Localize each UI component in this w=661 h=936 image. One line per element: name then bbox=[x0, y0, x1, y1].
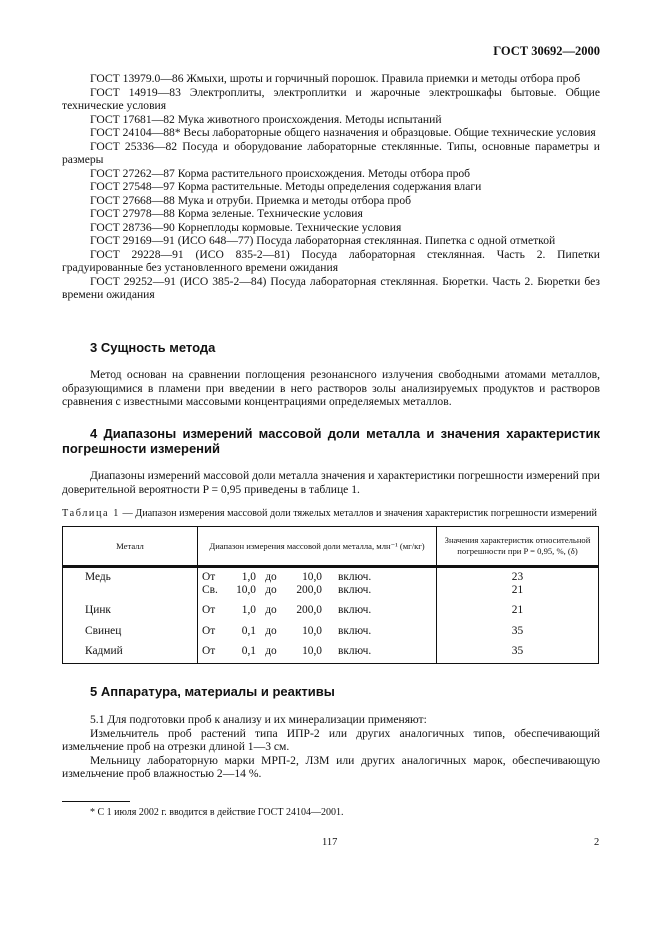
reference-item: ГОСТ 13979.0—86 Жмыхи, шроты и горчичный порошок. Правила приемки и методы отбора проб bbox=[90, 72, 581, 85]
range-to: 200,0 bbox=[296, 604, 322, 616]
section-text: Мельницу лабораторную марки МРП-2, ЛЗМ или других аналогичных марок, обеспечивающую измельчение проб влажностью 2—14 %. bbox=[62, 753, 600, 780]
column-header: Диапазон измерения массовой доли металла, млн⁻¹ (мг/кг) bbox=[198, 527, 437, 567]
data-table bbox=[62, 526, 599, 664]
section-heading: 3 Сущность метода bbox=[90, 340, 216, 355]
range-from: 1,0 bbox=[241, 604, 256, 616]
range-to-label: до bbox=[265, 624, 277, 637]
section-3 bbox=[62, 340, 600, 409]
metal-cell: Кадмий bbox=[63, 642, 198, 663]
range-cell bbox=[198, 601, 437, 622]
range-to-label: до bbox=[265, 645, 277, 657]
reference-item: ГОСТ 29252—91 (ИСО 385-2—84) Посуда лабораторная стеклянная. Бюретки. Часть 2. Бюретки без времени ожидания bbox=[62, 274, 600, 301]
range-to: 10,0 bbox=[302, 624, 322, 637]
range-from: 0,1 bbox=[241, 645, 256, 657]
range-from-label: Св. bbox=[202, 583, 218, 596]
reference-item: ГОСТ 17681—82 Мука животного происхождения. Методы испытаний bbox=[90, 112, 442, 126]
footnote-divider bbox=[62, 801, 130, 802]
range-to: 10,0 bbox=[302, 645, 322, 657]
section-5 bbox=[62, 684, 600, 781]
column-header: Значения характеристик относительной погрешности при P = 0,95, %, (δ) bbox=[437, 527, 599, 567]
range-inclusive: включ. bbox=[338, 624, 372, 637]
reference-item: ГОСТ 24104—88* Весы лабораторные общего назначения и образцовые. Общие технические условия bbox=[90, 126, 596, 139]
range-inclusive: включ. bbox=[338, 571, 372, 583]
reference-item: ГОСТ 28736—90 Корнеплоды кормовые. Технические условия bbox=[90, 220, 402, 234]
error-cell bbox=[437, 567, 599, 602]
range-from-label: От bbox=[202, 645, 216, 657]
table-caption-text: — Диапазон измерения массовой доли тяжелых металлов и значения характеристик погрешности измерений bbox=[119, 508, 597, 519]
column-header: Металл bbox=[63, 527, 198, 567]
range-from-label: От bbox=[202, 571, 216, 583]
table-1-block bbox=[62, 507, 600, 664]
reference-item: ГОСТ 29169—91 (ИСО 648—77) Посуда лабораторная стеклянная. Пипетка с одной отметкой bbox=[90, 234, 556, 247]
footnote: * С 1 июля 2002 г. вводится в действие ГОСТ 24104—2001. bbox=[90, 807, 344, 818]
references-list bbox=[62, 72, 600, 302]
range-cell bbox=[198, 567, 437, 602]
range-inclusive: включ. bbox=[338, 645, 372, 657]
range-to: 10,0 bbox=[302, 571, 322, 583]
table-row bbox=[63, 601, 599, 622]
range-to-label: до bbox=[265, 571, 277, 583]
error-value: 23 bbox=[511, 571, 524, 583]
range-to: 200,0 bbox=[296, 583, 322, 596]
page-number: 117 bbox=[322, 837, 338, 848]
metal-cell: Цинк bbox=[63, 601, 198, 622]
error-cell: 35 bbox=[437, 642, 599, 663]
range-from: 1,0 bbox=[241, 571, 256, 583]
section-text: Диапазоны измерений массовой доли металла значения и характеристики погрешности измерений при доверительной вероятности P = 0,95 приведены в таблице 1. bbox=[62, 469, 600, 496]
error-cell: 21 bbox=[437, 601, 599, 622]
table-header-row bbox=[63, 527, 599, 567]
range-from-label: От bbox=[202, 624, 216, 637]
range-cell bbox=[198, 642, 437, 663]
error-cell: 35 bbox=[437, 622, 599, 643]
sheet-number: 2 bbox=[594, 837, 600, 848]
reference-item: ГОСТ 27262—87 Корма растительного происхождения. Методы отбора проб bbox=[90, 166, 471, 180]
range-to-label: до bbox=[265, 604, 277, 616]
range-from: 0,1 bbox=[241, 624, 256, 637]
table-caption bbox=[62, 507, 600, 520]
metal-cell: Свинец bbox=[63, 622, 198, 643]
table-row bbox=[63, 642, 599, 663]
reference-item: ГОСТ 14919—83 Электроплиты, электроплитки и жарочные электрошкафы бытовые. Общие технические условия bbox=[62, 85, 600, 112]
reference-item: ГОСТ 25336—82 Посуда и оборудование лабораторные стеклянные. Типы, основные параметры и размеры bbox=[62, 139, 600, 166]
section-heading: 4 Диапазоны измерений массовой доли металла и значения характеристик погрешности измерений bbox=[62, 426, 600, 456]
reference-item: ГОСТ 29228—91 (ИСО 835-2—81) Посуда лабораторная стеклянная. Часть 2. Пипетки градуированные без установленного времени ожидания bbox=[62, 247, 600, 274]
table-caption-label: Таблица 1 bbox=[62, 508, 120, 519]
section-text: 5.1 Для подготовки проб к анализу и их минерализации применяют: bbox=[90, 713, 427, 726]
table-row bbox=[63, 567, 599, 602]
error-value: 21 bbox=[511, 583, 524, 596]
section-heading: 5 Аппаратура, материалы и реактивы bbox=[90, 684, 335, 699]
section-4 bbox=[62, 426, 600, 496]
range-from-label: От bbox=[202, 604, 216, 616]
table-row bbox=[63, 622, 599, 643]
section-text: Метод основан на сравнении поглощения резонансного излучения свободными атомами металлов, образующимися в пламени при введении в него растворов золы анализируемых продуктов и растворов сравнения с известными массовыми концентрациями определяемых металлов. bbox=[62, 368, 600, 408]
range-to-label: до bbox=[265, 583, 277, 596]
reference-item: ГОСТ 27548—97 Корма растительные. Методы определения содержания влаги bbox=[90, 180, 482, 193]
reference-item: ГОСТ 27668—88 Мука и отруби. Приемка и методы отбора проб bbox=[90, 193, 412, 207]
range-inclusive: включ. bbox=[338, 604, 372, 616]
range-inclusive: включ. bbox=[338, 583, 372, 596]
metal-cell: Медь bbox=[63, 567, 198, 602]
reference-item: ГОСТ 27978—88 Корма зеленые. Технические условия bbox=[90, 207, 363, 220]
document-header: ГОСТ 30692—2000 bbox=[493, 44, 600, 58]
section-text: Измельчитель проб растений типа ИПР-2 или других аналогичных типов, обеспечивающий измельчение проб на отрезки длиной 1—3 см. bbox=[62, 726, 600, 753]
range-from: 10,0 bbox=[236, 583, 256, 596]
range-cell bbox=[198, 622, 437, 643]
